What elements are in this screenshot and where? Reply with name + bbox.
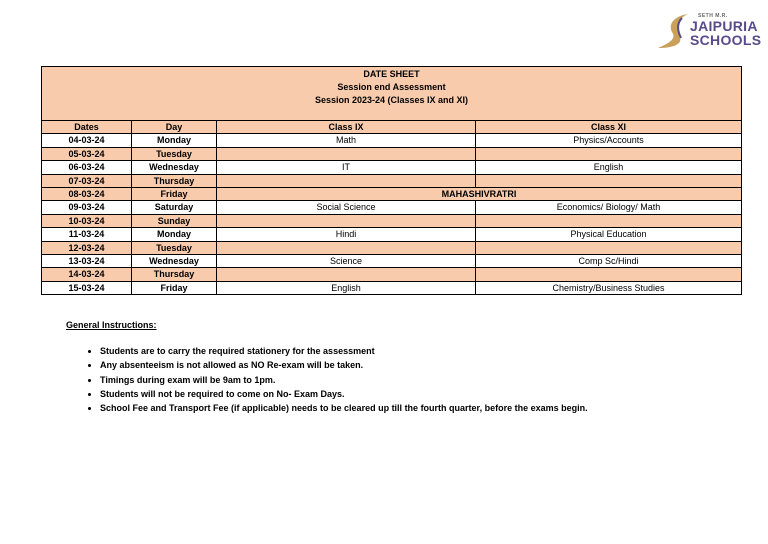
table-row (42, 161, 742, 174)
instruction-item: • School Fee and Transport Fee (if applicable) needs to be cleared up till the fourth quarter, before the exams begin. (100, 401, 588, 415)
class-ix-cell: Math (217, 134, 476, 147)
class-xi-cell: Comp Sc/Hindi (476, 255, 742, 268)
class-ix-cell (217, 147, 476, 160)
day-cell: Tuesday (132, 147, 217, 160)
column-header: Dates (42, 121, 132, 134)
column-header: Class XI (476, 121, 742, 134)
class-ix-cell: IT (217, 161, 476, 174)
sheet-session: Session 2023-24 (Classes IX and XI) (314, 95, 469, 105)
column-header-row (42, 121, 742, 134)
date-cell: 04-03-24 (42, 134, 132, 147)
date-cell: 08-03-24 (42, 188, 132, 201)
date-cell: 05-03-24 (42, 147, 132, 160)
date-cell: 07-03-24 (42, 174, 132, 187)
class-ix-cell (217, 214, 476, 227)
day-cell: Wednesday (132, 161, 217, 174)
table-row (42, 134, 742, 147)
day-cell: Friday (132, 188, 217, 201)
table-row (42, 201, 742, 214)
date-cell: 10-03-24 (42, 214, 132, 227)
class-xi-cell (476, 214, 742, 227)
day-cell: Sunday (132, 214, 217, 227)
day-cell: Friday (132, 281, 217, 294)
date-cell: 09-03-24 (42, 201, 132, 214)
day-cell: Thursday (132, 268, 217, 281)
instructions-title: General Instructions: (66, 320, 157, 330)
table-row (42, 174, 742, 187)
date-cell: 14-03-24 (42, 268, 132, 281)
class-xi-cell (476, 241, 742, 254)
class-xi-cell: English (476, 161, 742, 174)
column-header: Day (132, 121, 217, 134)
class-ix-cell: English (217, 281, 476, 294)
class-ix-cell (217, 241, 476, 254)
sheet-title: DATE SHEET (363, 69, 420, 79)
class-xi-cell: Physical Education (476, 228, 742, 241)
date-sheet-table (41, 66, 742, 295)
class-xi-cell (476, 268, 742, 281)
day-cell: Monday (132, 134, 217, 147)
day-cell: Monday (132, 228, 217, 241)
class-ix-cell: Science (217, 255, 476, 268)
class-xi-cell: Chemistry/Business Studies (476, 281, 742, 294)
sheet-subtitle: Session end Assessment (337, 82, 446, 92)
instruction-item: • Timings during exam will be 9am to 1pm. (100, 373, 588, 387)
table-row (42, 147, 742, 160)
instruction-item: • Students will not be required to come on No- Exam Days. (100, 387, 588, 401)
table-row (42, 188, 742, 201)
day-cell: Thursday (132, 174, 217, 187)
date-cell: 12-03-24 (42, 241, 132, 254)
class-ix-cell: Hindi (217, 228, 476, 241)
class-xi-cell: Physics/Accounts (476, 134, 742, 147)
instruction-item: • Students are to carry the required stationery for the assessment (100, 344, 588, 358)
date-cell: 06-03-24 (42, 161, 132, 174)
table-row (42, 255, 742, 268)
class-xi-cell: Economics/ Biology/ Math (476, 201, 742, 214)
table-header (42, 67, 742, 121)
table-row (42, 268, 742, 281)
class-ix-cell: Social Science (217, 201, 476, 214)
class-xi-cell (476, 174, 742, 187)
logo-line1: JAIPURIA (690, 18, 758, 34)
table-row (42, 241, 742, 254)
day-cell: Saturday (132, 201, 217, 214)
class-ix-cell (217, 268, 476, 281)
table-row (42, 214, 742, 227)
table-row (42, 228, 742, 241)
logo-emblem-icon (654, 12, 694, 52)
table-row (42, 281, 742, 294)
day-cell: Wednesday (132, 255, 217, 268)
instruction-item: • Any absenteeism is not allowed as NO Re-exam will be taken. (100, 358, 588, 372)
class-ix-cell (217, 174, 476, 187)
logo-small-text: SETH M.R. (698, 13, 728, 19)
date-cell: 11-03-24 (42, 228, 132, 241)
holiday-cell: MAHASHIVRATRI (217, 188, 742, 201)
date-cell: 13-03-24 (42, 255, 132, 268)
logo-line2: SCHOOLS (690, 32, 762, 48)
column-header: Class IX (217, 121, 476, 134)
school-logo (654, 12, 762, 52)
date-cell: 15-03-24 (42, 281, 132, 294)
class-xi-cell (476, 147, 742, 160)
instructions-list (86, 344, 588, 415)
day-cell: Tuesday (132, 241, 217, 254)
